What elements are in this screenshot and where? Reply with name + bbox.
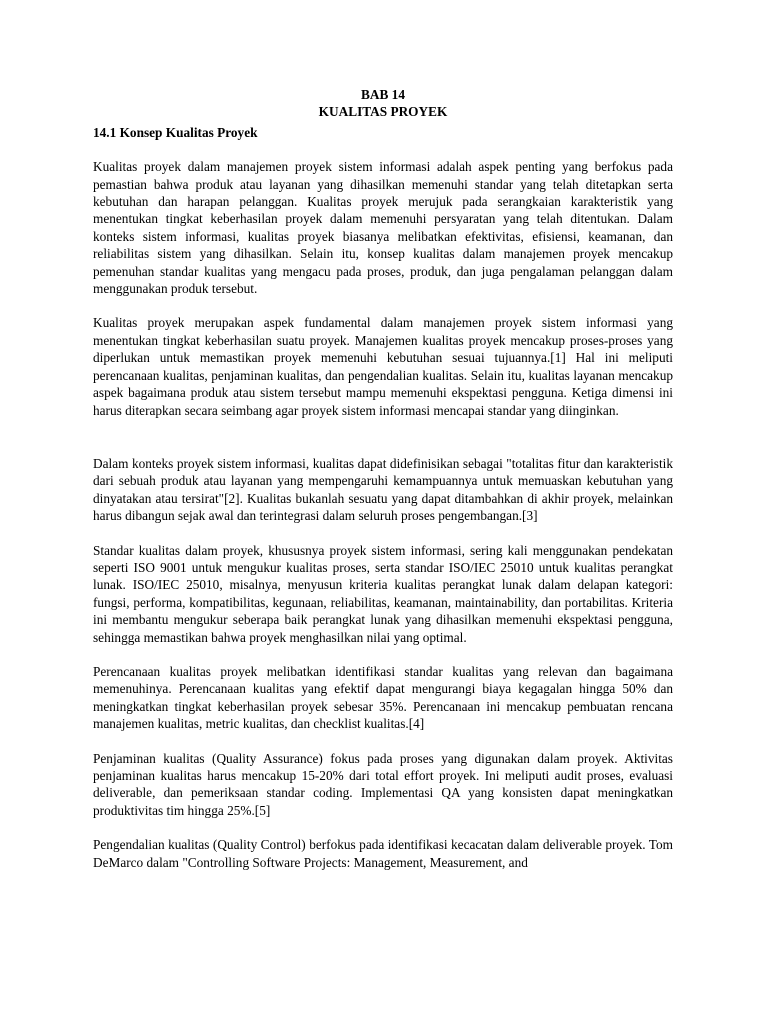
paragraph-3: Dalam konteks proyek sistem informasi, kualitas dapat didefinisikan sebagai "totalitas fitur dan karakteristik dari sebuah produk atau layanan yang mempengaruhi kemampuannya untuk memuaskan kebutuhan yang dinyatakan atau tersirat"[2]. Kualitas bukanlah sesuatu yang dapat ditambahkan di akhir proyek, melainkan harus dibangun sejak awal dan terintegrasi dalam seluruh proses pengembangan.[3] (93, 455, 673, 524)
chapter-number: BAB 14 (361, 87, 405, 102)
section-heading: 14.1 Konsep Kualitas Proyek (93, 124, 258, 140)
paragraph-2: Kualitas proyek merupakan aspek fundamental dalam manajemen proyek sistem informasi yang menentukan tingkat keberhasilan suatu proyek. Manajemen kualitas proyek mencakup proses-proses yang diperlukan untuk memastikan proyek memenuhi kebutuhan sesuai tujuannya.[1] Hal ini meliputi perencanaan kualitas, penjaminan kualitas, dan pengendalian kualitas. Selain itu, kualitas layanan mencakup aspek bagaimana produk atau sistem tersebut mampu memenuhi ekspektasi pengguna. Ketiga dimensi ini harus diterapkan secara seimbang agar proyek sistem informasi mencapai standar yang diinginkan. (93, 315, 673, 418)
paragraph-5: Perencanaan kualitas proyek melibatkan identifikasi standar kualitas yang relevan dan bagaimana memenuhinya. Perencanaan kualitas yang efektif dapat mengurangi biaya kegagalan hingga 50% dan meningkatkan tingkat keberhasilan proyek sebesar 35%. Perencanaan ini mencakup pembuatan rencana manajemen kualitas, metric kualitas, dan checklist kualitas.[4] (93, 663, 673, 732)
paragraph-1: Kualitas proyek dalam manajemen proyek sistem informasi adalah aspek penting yang berfokus pada pemastian bahwa produk atau layanan yang dihasilkan memenuhi standar yang telah ditetapkan serta kebutuhan dan harapan pelanggan. Kualitas proyek merujuk pada serangkaian karakteristik yang menentukan tingkat keberhasilan proyek dalam memenuhi persyaratan yang telah ditentukan. Dalam konteks sistem informasi, kualitas proyek biasanya melibatkan efektivitas, efisiensi, keamanan, dan reliabilitas sistem yang dihasilkan. Selain itu, konsep kualitas dalam manajemen proyek mencakup pemenuhan standar kualitas yang mengacu pada proses, produk, dan juga pengalaman pelanggan dalam menggunakan produk tersebut. (93, 159, 673, 297)
spacer (93, 419, 673, 455)
paragraph-7: Pengendalian kualitas (Quality Control) berfokus pada identifikasi kecacatan dalam deliverable proyek. Tom DeMarco dalam "Controlling Software Projects: Management, Measurement, and (93, 837, 673, 870)
spacer (93, 297, 673, 314)
spacer (93, 733, 673, 750)
paragraph-4: Standar kualitas dalam proyek, khususnya proyek sistem informasi, sering kali menggunakan pendekatan seperti ISO 9001 untuk mengukur kualitas proses, serta standar ISO/IEC 25010 untuk kualitas perangkat lunak. ISO/IEC 25010, misalnya, menyusun kriteria kualitas perangkat lunak dalam delapan kategori: fungsi, performa, kompatibilitas, kegunaan, reliabilitas, keamanan, maintainability, dan portabilitas. Kriteria ini membantu mengukur seberapa baik perangkat lunak yang dihasilkan memenuhi ekspektasi pengguna, sehingga memastikan bahwa proyek menghasilkan nilai yang optimal. (93, 542, 673, 645)
spacer (93, 141, 673, 158)
spacer (93, 646, 673, 663)
spacer (93, 525, 673, 542)
paragraph-6: Penjaminan kualitas (Quality Assurance) fokus pada proses yang digunakan dalam proyek. Aktivitas penjaminan kualitas harus mencakup 15-20% dari total effort proyek. Ini meliputi audit proses, evaluasi deliverable, dan pemeriksaan standar coding. Implementasi QA yang konsisten dapat meningkatkan produktivitas tim hingga 25%.[5] (93, 750, 673, 818)
chapter-title: KUALITAS PROYEK (318, 104, 448, 120)
document-page (93, 86, 673, 871)
spacer (93, 819, 673, 836)
